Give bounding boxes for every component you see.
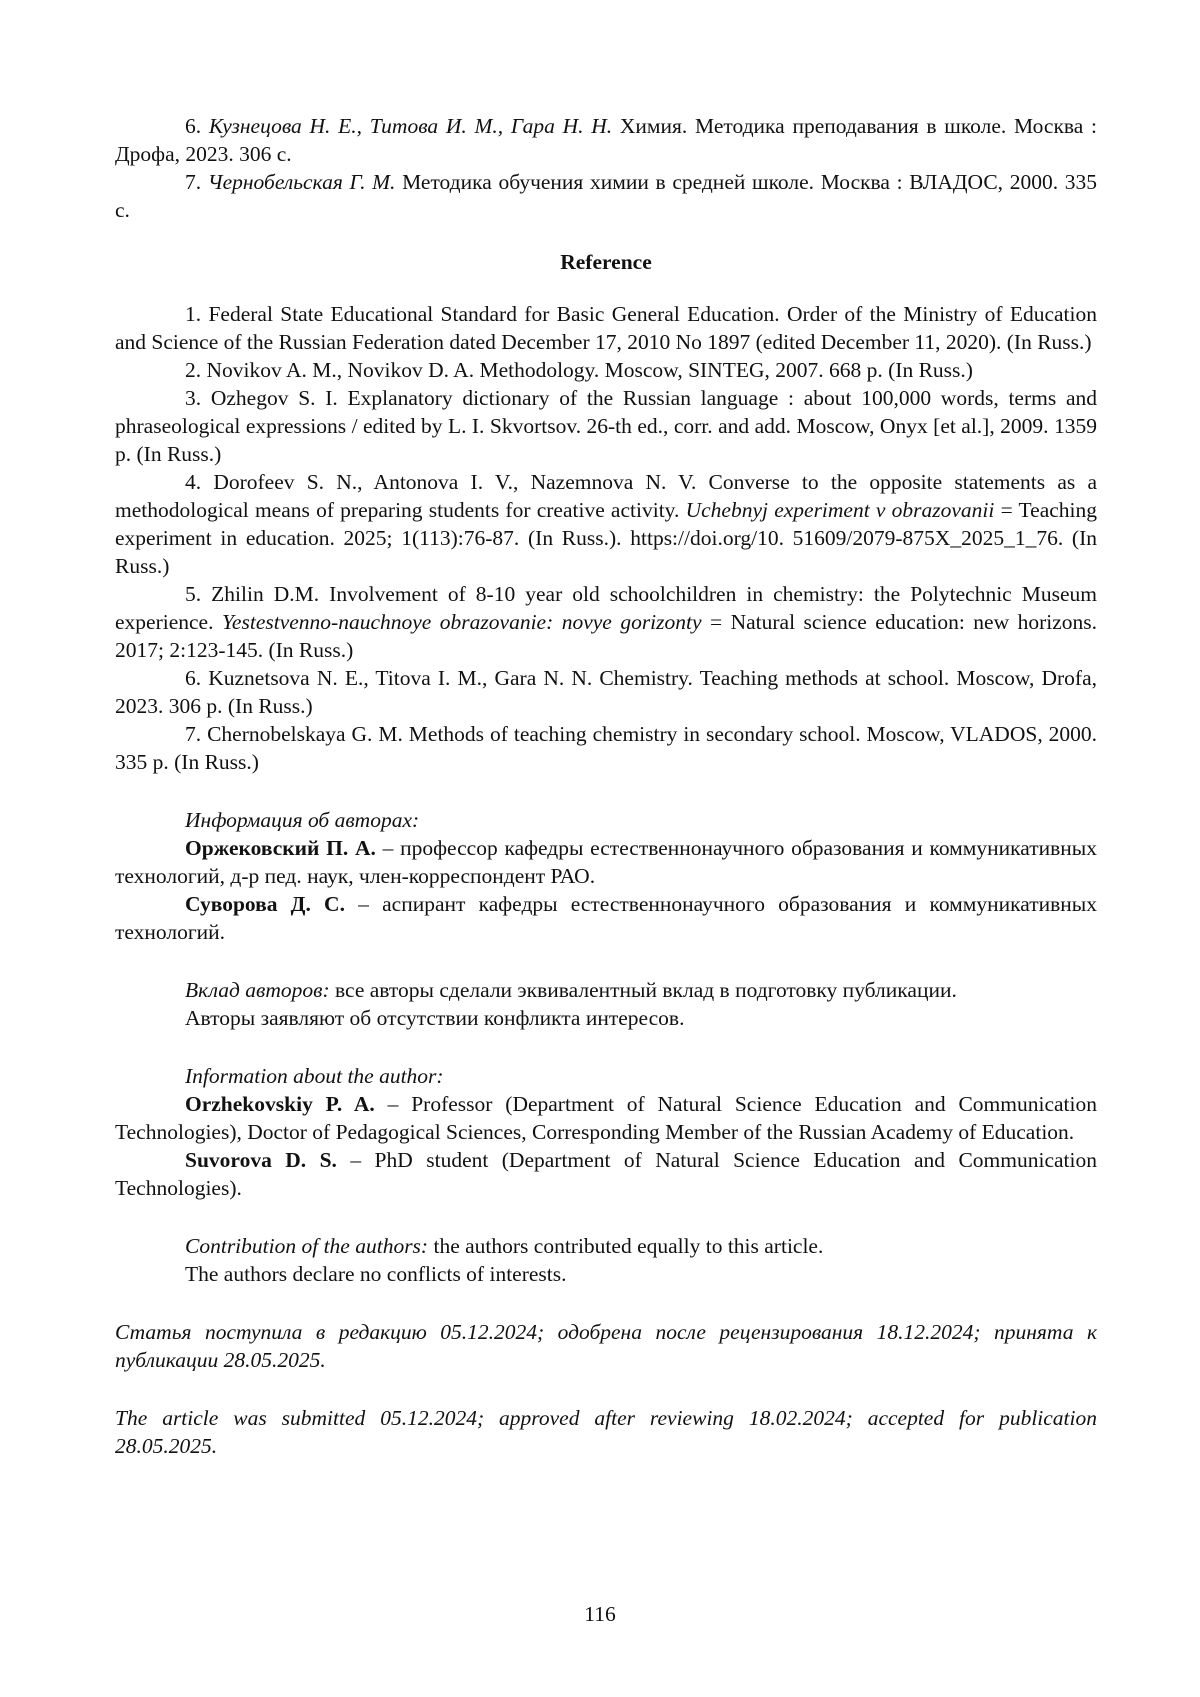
ru-reference-6: 6. Кузнецова Н. Е., Титова И. М., Гара Н. Н. Химия. Методика преподавания в школе. Москва : Дрофа, 2023. 306 с. [115, 114, 1097, 166]
reference-1: 1. Federal State Educational Standard for Basic General Education. Order of the Ministry of Education and Science of the Russian Federation dated December 17, 2010 No 1897 (edited December 11, 2020). (In Russ.) [115, 302, 1098, 354]
en-contribution: Contribution of the authors: the authors contributed equally to this article. [185, 1234, 824, 1258]
ru-reference-6-authors: Кузнецова Н. Е., Титова И. М., Гара Н. Н. [208, 114, 613, 138]
en-author-1: Orzhekovskiy P. A. – Professor (Department of Natural Science Education and Communication Technologies), Doctor of Pedagogical Sciences, Corresponding Member of the Russian Academy of Education. [115, 1092, 1097, 1144]
ru-reference-7: 7. Чернобельская Г. М. Методика обучения химии в средней школе. Москва : ВЛАДОС, 2000. 335 с. [115, 170, 1097, 222]
ru-author-2-name: Суворова Д. С. [185, 892, 345, 916]
en-article-dates: The article was submitted 05.12.2024; approved after reviewing 18.02.2024; accepted for publication 28.05.2025. [115, 1406, 1097, 1458]
reference-4: 4. Dorofeev S. N., Antonova I. V., Nazemnova N. V. Converse to the opposite statements as a methodological means of preparing students for creative activity. Uchebnyj experiment v obrazovanii = Teaching experiment in education. 2025; 1(113):76-87. (In Russ.). https://doi.org/10. 51609/2079-875X_2025_1_76. (In Russ.) [115, 470, 1097, 578]
ru-author-2: Суворова Д. С. – аспирант кафедры естественнонаучного образования и коммуникативных технологий. [115, 892, 1097, 944]
en-contribution-label: Contribution of the authors: [185, 1234, 429, 1258]
en-author-2-name: Suvorova D. S. [185, 1148, 337, 1172]
ru-contribution-label: Вклад авторов: [185, 978, 330, 1002]
reference-5: 5. Zhilin D.M. Involvement of 8-10 year old schoolchildren in chemistry: the Polytechnic Museum experience. Yestestvenno-nauchnoye obrazovanie: novye gorizonty = Natural science education: new horizons. 2017; 2:123-145. (In Russ.) [115, 582, 1097, 662]
en-authors-heading: Information about the author: [185, 1064, 444, 1088]
reference-6: 6. Kuznetsova N. E., Titova I. M., Gara N. N. Chemistry. Teaching methods at school. Moscow, Drofa, 2023. 306 p. (In Russ.) [115, 666, 1097, 718]
ru-conflict: Авторы заявляют об отсутствии конфликта интересов. [185, 1006, 685, 1030]
reference-heading: Reference [560, 250, 652, 274]
en-conflict: The authors declare no conflicts of interests. [185, 1262, 567, 1286]
ru-reference-7-authors: Чернобельская Г. М. [207, 170, 396, 194]
ru-article-dates: Статья поступила в редакцию 05.12.2024; одобрена после рецензирования 18.12.2024; принята к публикации 28.05.2025. [115, 1320, 1097, 1372]
ru-author-1: Оржековский П. А. – профессор кафедры естественнонаучного образования и коммуникативных технологий, д-р пед. наук, член-корреспондент РАО. [115, 836, 1097, 888]
ru-authors-heading: Информация об авторах: [185, 808, 420, 832]
reference-4-journal: Uchebnyj experiment v obrazovanii [685, 498, 995, 522]
reference-3: 3. Ozhegov S. I. Explanatory dictionary of the Russian language : about 100,000 words, terms and phraseological expressions / edited by L. I. Skvortsov. 26-th ed., corr. and add. Moscow, Onyx [et al.], 2009. 1359 p. (In Russ.) [115, 386, 1097, 466]
reference-7: 7. Chernobelskaya G. M. Methods of teaching chemistry in secondary school. Moscow, VLADOS, 2000. 335 p. (In Russ.) [115, 722, 1098, 774]
ru-contribution: Вклад авторов: все авторы сделали эквивалентный вклад в подготовку публикации. [185, 978, 957, 1002]
en-author-2: Suvorova D. S. – PhD student (Department of Natural Science Education and Communication Technologies). [115, 1148, 1098, 1200]
page-number: 116 [584, 1602, 616, 1626]
text-column [115, 112, 1097, 1460]
reference-2: 2. Novikov A. M., Novikov D. A. Methodology. Moscow, SINTEG, 2007. 668 p. (In Russ.) [185, 358, 973, 382]
ru-author-1-name: Оржековский П. А. [185, 836, 376, 860]
reference-5-journal: Yestestvenno-nauchnoye obrazovanie: novye gorizonty [221, 610, 702, 634]
en-author-1-name: Orzhekovskiy P. A. [185, 1092, 375, 1116]
